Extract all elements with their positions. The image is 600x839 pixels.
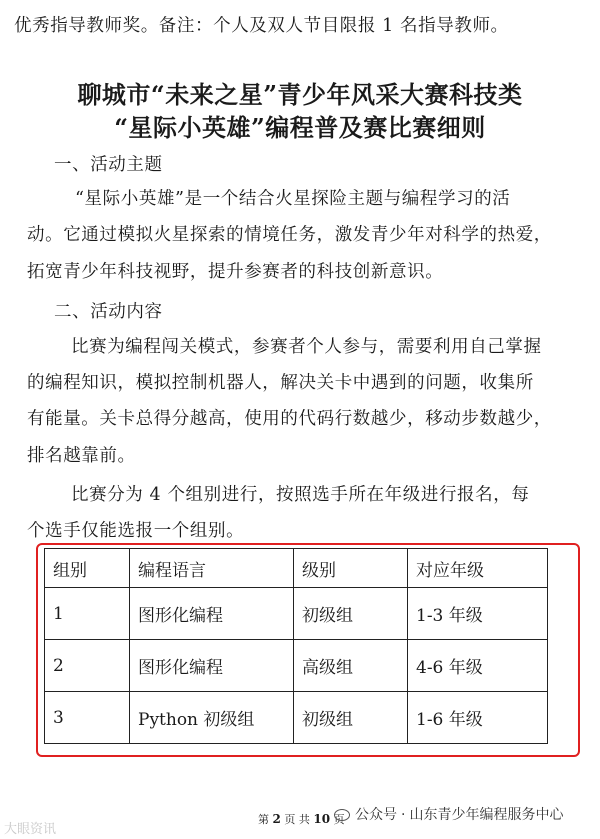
- table-cell: 图形化编程: [130, 588, 294, 640]
- page-footer: [258, 811, 345, 827]
- group-table: [44, 548, 548, 744]
- table-cell: 3: [45, 692, 130, 744]
- table-cell: Python 初级组: [130, 692, 294, 744]
- table-header-cell: 级别: [294, 549, 408, 588]
- section-1-line: 拓宽青少年科技视野，提升参赛者的科技创新意识。: [27, 262, 444, 282]
- wechat-account: 山东青少年编程服务中心: [409, 807, 564, 823]
- footer-prefix: 第: [258, 813, 269, 826]
- section-2-para-1-line: 排名越靠前。: [27, 446, 136, 466]
- section-1-line: “星际小英雄”是一个结合火星探险主题与编程学习的活: [75, 189, 511, 209]
- section-2-para-1-line: 比赛为编程闯关模式，参赛者个人参与，需要利用自己掌握: [71, 337, 542, 357]
- wechat-separator: ·: [401, 807, 406, 823]
- table-cell: 高级组: [294, 640, 408, 692]
- wechat-attribution: [334, 804, 563, 824]
- table-header-cell: 对应年级: [408, 549, 548, 588]
- footer-suffix: 页: [333, 813, 345, 826]
- wechat-icon: [334, 809, 350, 821]
- section-2-heading: 二、活动内容: [54, 302, 163, 322]
- footer-page-number: 2: [272, 812, 281, 826]
- table-header-row: [45, 549, 548, 588]
- page-title-line-1: 聊城市“未来之星”青少年风采大赛科技类: [77, 80, 523, 109]
- intro-line: 优秀指导教师奖。备注：个人及双人节目限报 1 名指导教师。: [14, 16, 509, 36]
- table-header-cell: 组别: [45, 549, 130, 588]
- section-2-para-1-line: 的编程知识，模拟控制机器人，解决关卡中遇到的问题，收集所: [27, 373, 534, 393]
- table-row: [45, 692, 548, 744]
- watermark: 大眼资讯: [4, 822, 57, 837]
- section-1-heading: 一、活动主题: [54, 155, 163, 175]
- table-cell: 初级组: [294, 588, 408, 640]
- table-cell: 4-6 年级: [408, 640, 548, 692]
- table-cell: 2: [45, 640, 130, 692]
- table-cell: 初级组: [294, 692, 408, 744]
- section-2-para-2-line: 比赛分为 4 个组别进行，按照选手所在年级进行报名，每: [71, 485, 530, 505]
- table-cell: 图形化编程: [130, 640, 294, 692]
- footer-total-pages: 10: [313, 812, 331, 826]
- footer-mid: 页 共: [284, 813, 310, 826]
- section-2-para-1-line: 有能量。关卡总得分越高，使用的代码行数越少，移动步数越少，: [27, 409, 552, 429]
- table-row: [45, 588, 548, 640]
- section-2-para-2-line: 个选手仅能选报一个组别。: [27, 521, 245, 541]
- table-cell: 1: [45, 588, 130, 640]
- table-header-cell: 编程语言: [130, 549, 294, 588]
- table-row: [45, 640, 548, 692]
- wechat-label: 公众号: [355, 807, 397, 823]
- section-1-line: 动。它通过模拟火星探索的情境任务，激发青少年对科学的热爱，: [27, 225, 552, 245]
- table-cell: 1-6 年级: [408, 692, 548, 744]
- table-cell: 1-3 年级: [408, 588, 548, 640]
- page-title-line-2: “星际小英雄”编程普及赛比赛细则: [114, 113, 486, 142]
